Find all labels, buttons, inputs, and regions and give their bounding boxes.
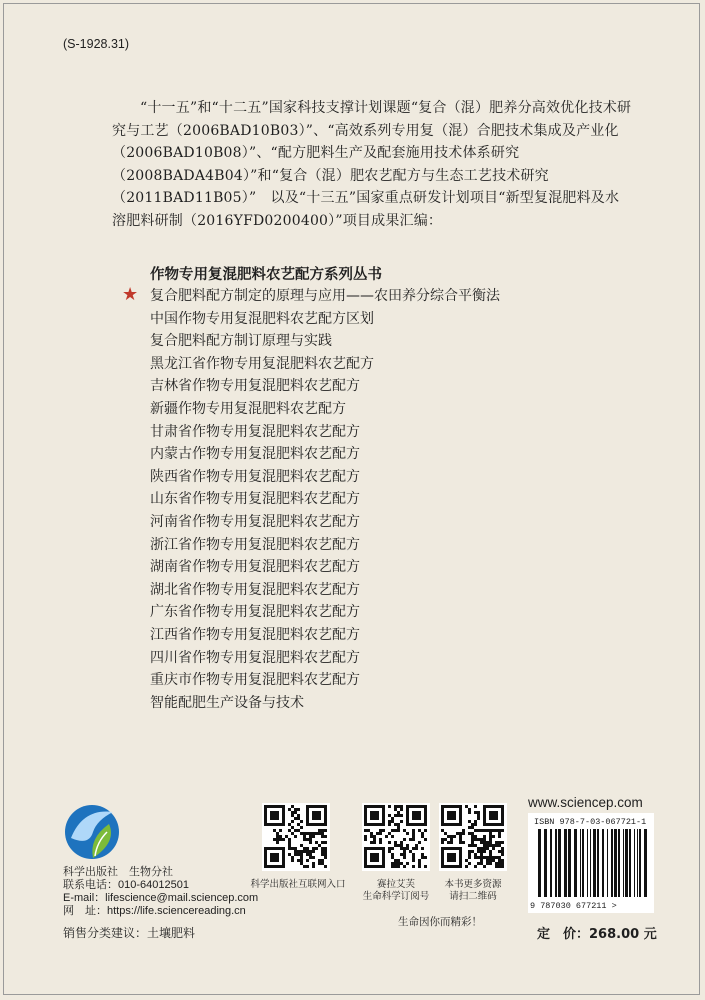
book-title: 重庆市作物专用复混肥料农艺配方 (150, 672, 360, 689)
book-title: 吉林省作物专用复混肥料农艺配方 (150, 378, 360, 395)
book-title: 广东省作物专用复混肥料农艺配方 (150, 604, 360, 621)
sales-category: 销售分类建议：土壤肥料 (63, 926, 196, 940)
book-title: 山东省作物专用复混肥料农艺配方 (150, 491, 360, 508)
qr-code-icon (439, 803, 507, 871)
book-item (150, 398, 500, 421)
book-item (122, 284, 500, 308)
slogan: 生命因你而精彩！ (398, 916, 482, 928)
book-title: 智能配肥生产设备与技术 (150, 694, 304, 711)
book-item (150, 353, 500, 376)
barcode (528, 813, 654, 913)
book-item (150, 443, 500, 466)
book-item (150, 669, 500, 692)
book-item (150, 556, 500, 579)
publisher-logo-icon (63, 798, 121, 866)
book-item (150, 330, 500, 353)
series-title: 作物专用复混肥料农艺配方系列丛书 (150, 267, 382, 283)
book-item (150, 534, 500, 557)
book-title: 陕西省作物专用复混肥料农艺配方 (150, 468, 360, 485)
book-item (150, 624, 500, 647)
star-icon: ★ (122, 284, 139, 305)
book-item (150, 308, 500, 331)
book-item (150, 466, 500, 489)
book-title: 四川省作物专用复混肥料农艺配方 (150, 649, 360, 666)
qr-caption: 本书更多资源 请扫二维码 (444, 879, 502, 902)
book-item (150, 511, 500, 534)
intro-paragraph: “十一五”和“十二五”国家科技支撑计划课题“复合（混）肥养分高效优化技术研究与工艺（2006BAD10B03）”、“高效系列专用复（混）合肥技术集成及产业化（2006BAD10B08）”、“配方肥料生产及配套施用技术体系研究（2008BADA4B04）”和“复合（混）肥农艺配方与生态工艺技术研究（2011BAD11B05）” 以及“十三五”国家重点研发计划项目“新型复混肥料及水溶肥料研制（2016YFD0200400）”项目成果汇编： (112, 100, 632, 229)
book-item (150, 579, 500, 602)
qr-caption: 科学出版社互联网入口 (250, 879, 346, 890)
book-item (150, 692, 500, 715)
publisher-email: E-mail：lifescience@mail.sciencep.com (63, 892, 259, 904)
book-title: 湖南省作物专用复混肥料农艺配方 (150, 559, 360, 576)
publisher-info (63, 866, 258, 918)
qr-code-icon (362, 803, 430, 871)
isbn-label: ISBN 978-7-03-067721-1 (534, 817, 647, 827)
book-title: 中国作物专用复混肥料农艺配方区划 (150, 310, 374, 327)
publisher-website: 网 址：https://life.sciencereading.cn (63, 905, 246, 917)
book-code: (S-1928.31) (63, 37, 130, 51)
book-list (122, 284, 500, 714)
book-title: 湖北省作物专用复混肥料农艺配方 (150, 581, 360, 598)
publisher-name: 科学出版社 生物分社 (63, 866, 173, 878)
book-item (150, 488, 500, 511)
book-title: 浙江省作物专用复混肥料农艺配方 (150, 536, 360, 553)
isbn-digits: 9 787030 677211 > (530, 901, 617, 911)
book-title: 黑龙江省作物专用复混肥料农艺配方 (150, 355, 374, 372)
book-item (150, 601, 500, 624)
book-item (150, 375, 500, 398)
book-title: 甘肃省作物专用复混肥料农艺配方 (150, 423, 360, 440)
book-title: 河南省作物专用复混肥料农艺配方 (150, 513, 360, 530)
qr-caption: 赛拉艾芙 生命科学订阅号 (362, 879, 430, 902)
qr-code-icon (262, 803, 330, 871)
book-item (150, 421, 500, 444)
barcode-icon (528, 813, 654, 913)
book-item (150, 647, 500, 670)
book-title: 复合肥料配方制定的原理与应用——农田养分综合平衡法 (150, 288, 500, 304)
book-title: 内蒙古作物专用复混肥料农艺配方 (150, 446, 360, 463)
book-title: 复合肥料配方制订原理与实践 (150, 333, 332, 350)
book-title: 江西省作物专用复混肥料农艺配方 (150, 626, 360, 643)
publisher-phone: 联系电话：010-64012501 (63, 879, 189, 891)
book-title: 新疆作物专用复混肥料农艺配方 (150, 400, 346, 417)
price: 定 价：268.00 元 (537, 927, 657, 942)
site-url: www.sciencep.com (528, 795, 643, 810)
